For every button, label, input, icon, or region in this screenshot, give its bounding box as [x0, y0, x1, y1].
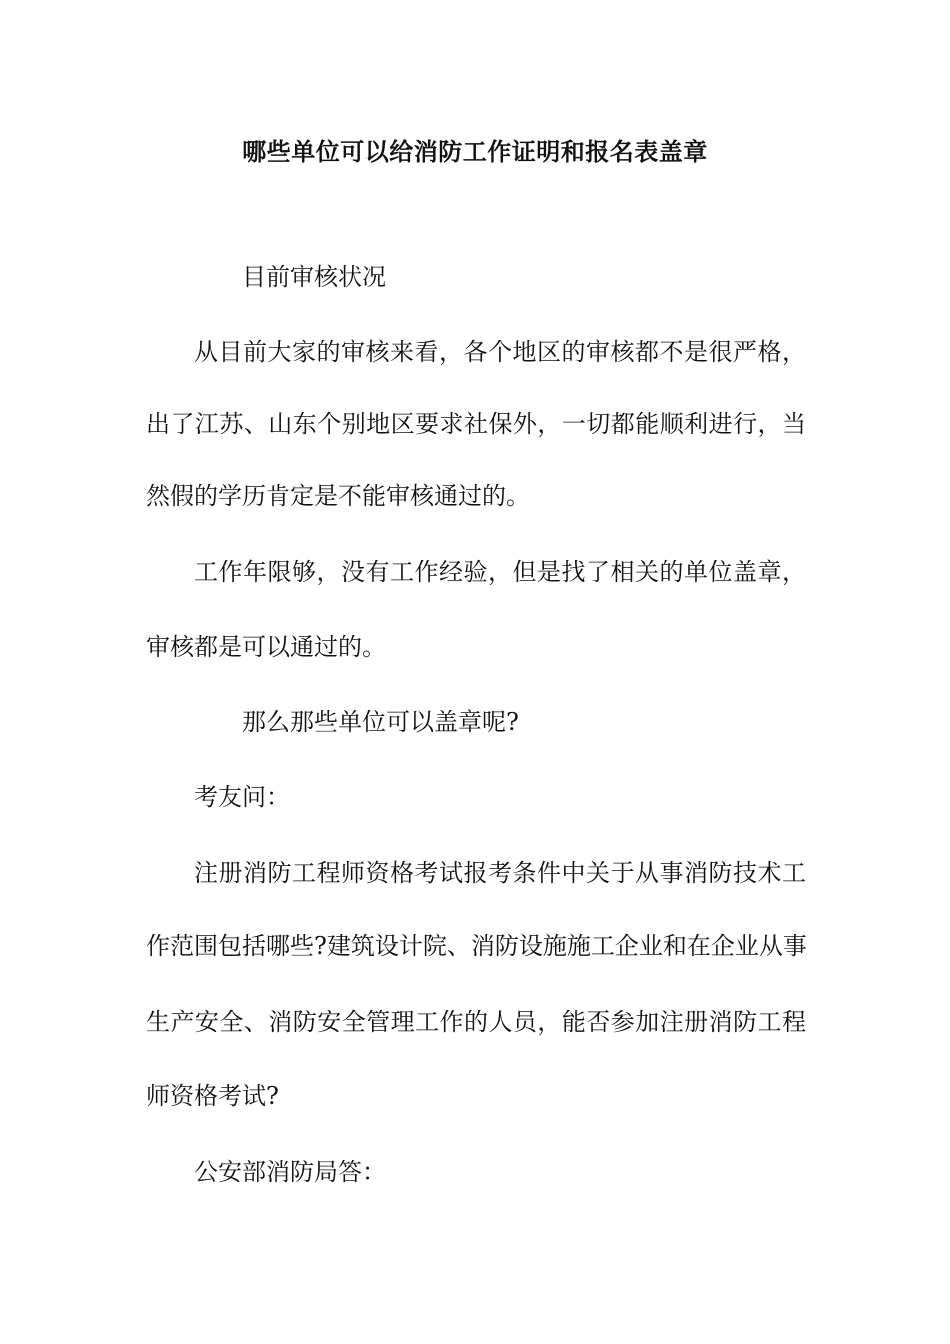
document-title: 哪些单位可以给消防工作证明和报名表盖章 — [242, 137, 708, 166]
paragraph-line: 作范围包括哪些?建筑设计院、消防设施施工企业和在企业从事 — [146, 932, 807, 960]
paragraph-line: 公安部消防局答： — [194, 1158, 386, 1186]
paragraph-line: 然假的学历肯定是不能审核通过的。 — [146, 482, 530, 510]
paragraph-line: 师资格考试? — [146, 1082, 279, 1110]
paragraph-line: 从目前大家的审核来看，各个地区的审核都不是很严格， — [194, 338, 806, 366]
paragraph-line: 考友问： — [194, 783, 290, 811]
paragraph-line: 生产安全、消防安全管理工作的人员，能否参加注册消防工程 — [146, 1008, 806, 1036]
paragraph-line: 审核都是可以通过的。 — [146, 633, 386, 661]
section-heading: 目前审核状况 — [242, 263, 386, 291]
paragraph-line: 注册消防工程师资格考试报考条件中关于从事消防技术工 — [194, 859, 806, 887]
paragraph-line: 工作年限够，没有工作经验，但是找了相关的单位盖章， — [194, 558, 806, 586]
paragraph-line: 出了江苏、山东个别地区要求社保外，一切都能顺利进行，当 — [146, 410, 806, 438]
question-heading: 那么那些单位可以盖章呢? — [242, 708, 519, 736]
